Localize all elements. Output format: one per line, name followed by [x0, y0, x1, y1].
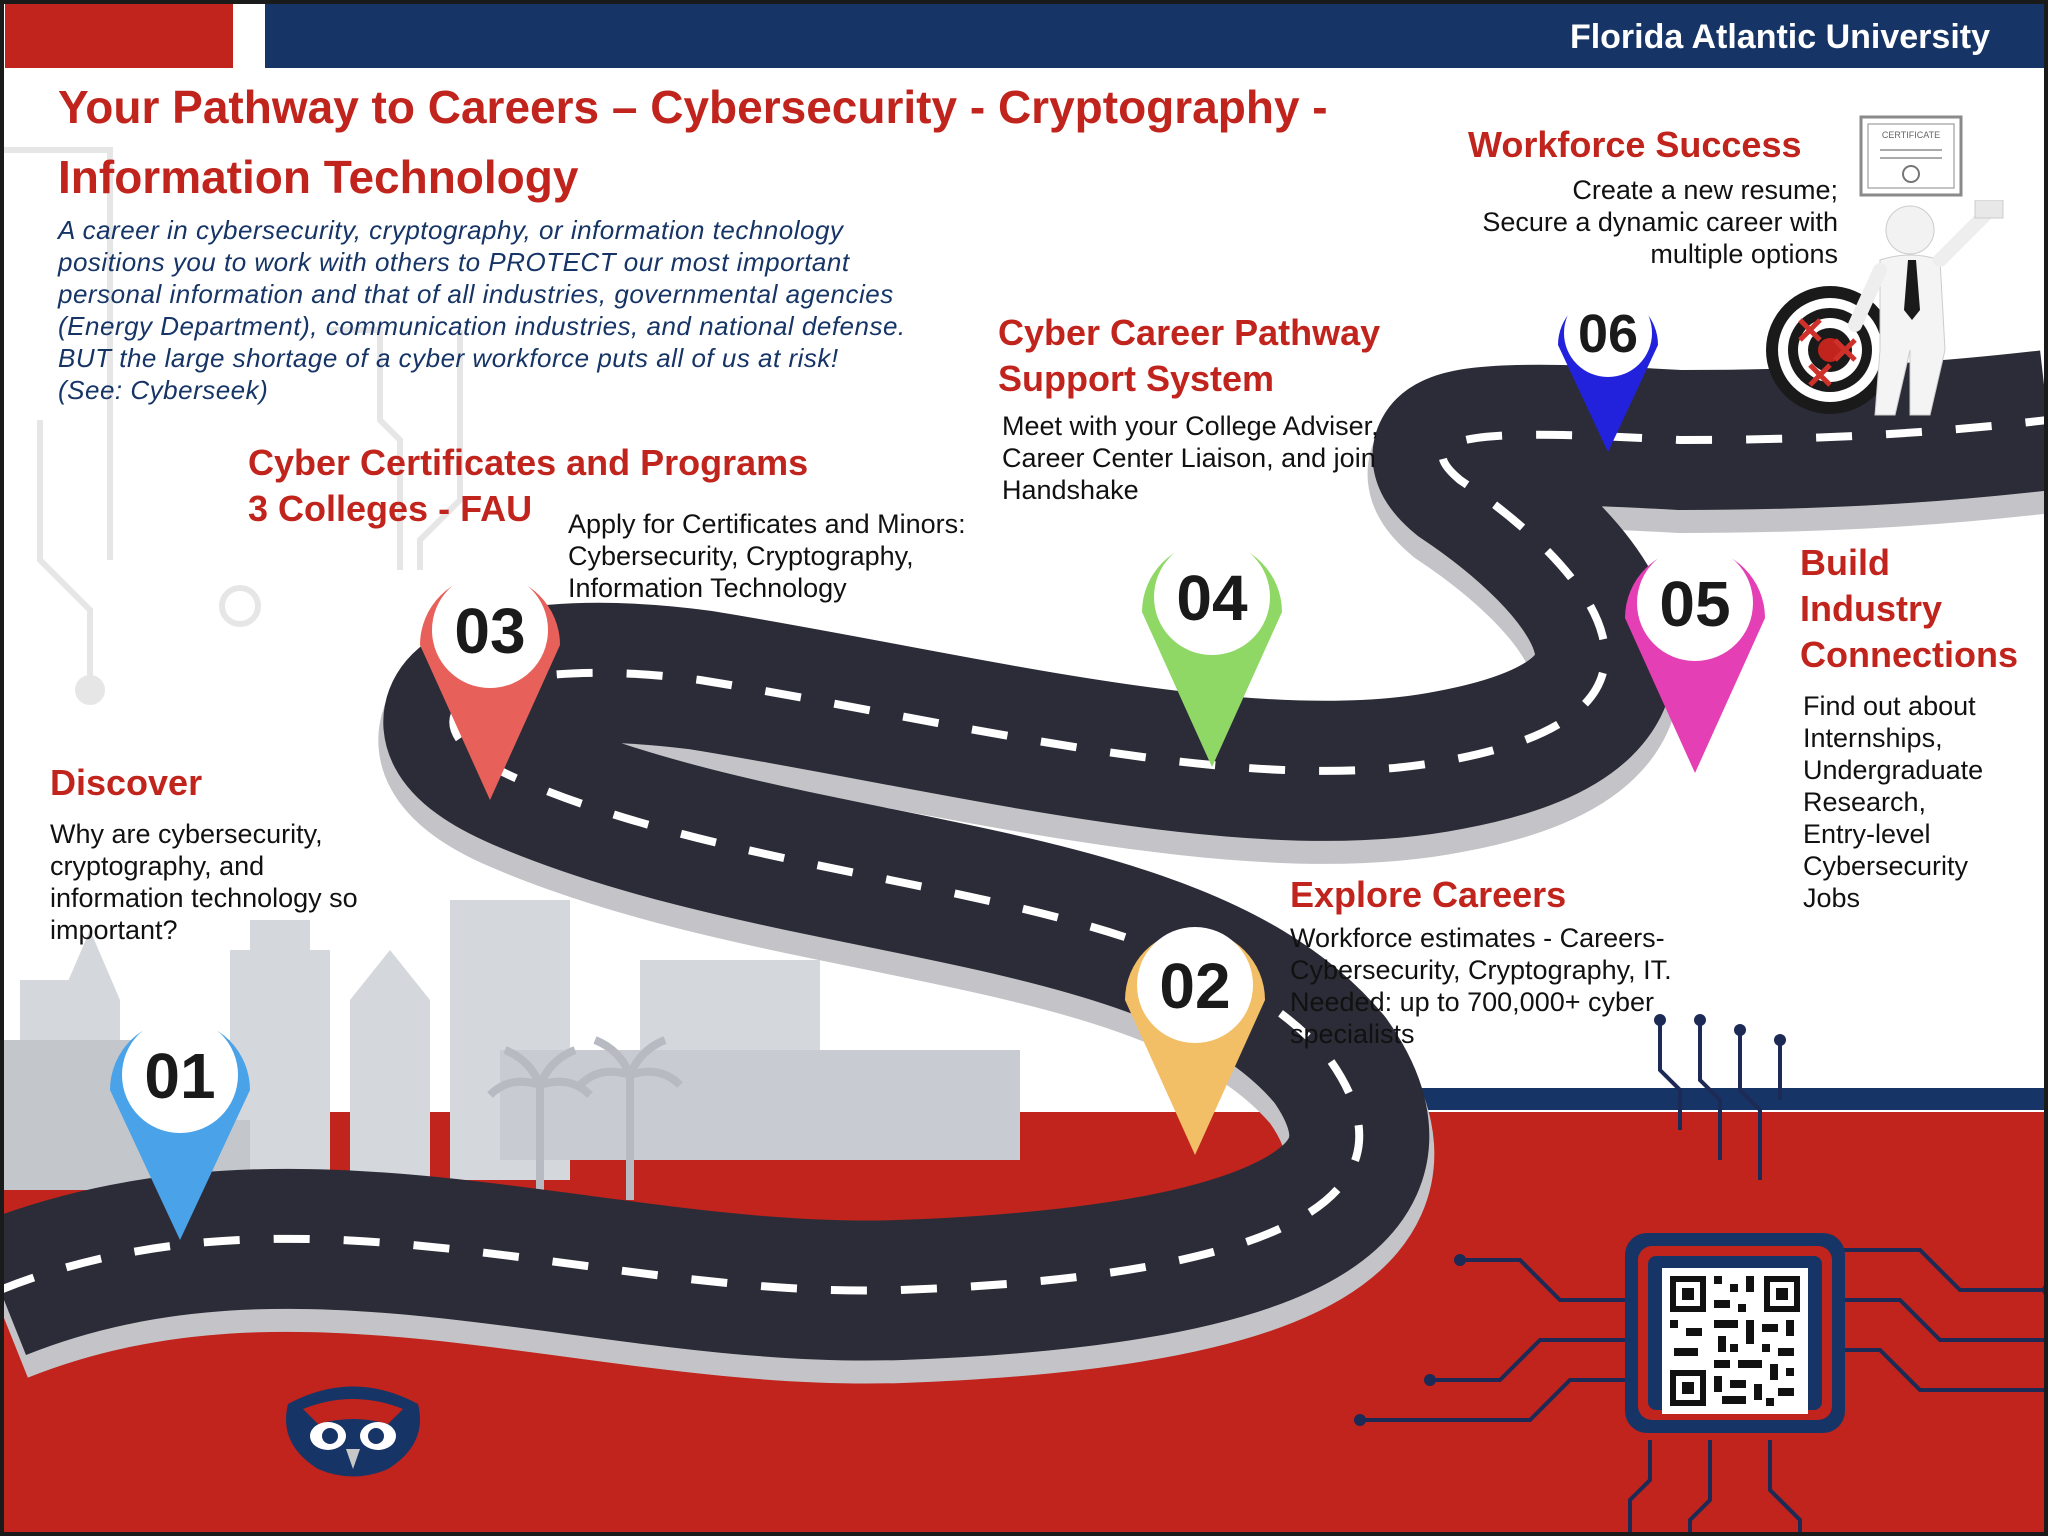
step-04-text: Meet with your College Adviser, Career Center Liaison, and join Handshake [1002, 411, 1379, 505]
step-01-heading: Discover [50, 762, 203, 803]
step-06-heading: Workforce Success [1468, 124, 1802, 165]
pin-number: 04 [1176, 562, 1248, 634]
pin-number: 06 [1577, 304, 1639, 364]
owl-logo-icon [278, 1374, 428, 1484]
step-06-text: Create a new resume; Secure a dynamic career with multiple options [1482, 175, 1838, 269]
intro-text: A career in cybersecurity, cryptography, or information technology positions you to work with others to PROTECT our most important personal information and that of all industries, governmental agencies (Energy Department), communication industries, and national defense. BUT the large shortage of a cyber workforce puts all of us at risk! (See: Cyberseek) [58, 215, 906, 405]
certificate-icon [1858, 114, 1964, 198]
step-05-heading: Build Industry Connections [1800, 542, 2019, 675]
target-icon [1760, 200, 2010, 430]
certificate-label: CERTIFICATE [1881, 130, 1941, 140]
pin-06 [1558, 289, 1658, 452]
pin-number: 02 [1159, 950, 1231, 1022]
pin-number: 01 [144, 1040, 216, 1112]
step-05-text: Find out about Internships, Undergraduate Research, Entry-level Cybersecurity Jobs [1803, 691, 1984, 913]
step-03-text: Apply for Certificates and Minors: Cybersecurity, Cryptography, Information Technology [568, 509, 966, 603]
pin-02 [1125, 927, 1265, 1155]
step-02-text: Workforce estimates - Careers-Cybersecurity, Cryptography, IT. Needed: up to 700,000+ cyber specialists [1290, 923, 1672, 1049]
step-03-heading: Cyber Certificates and Programs 3 Colleges - FAU [248, 442, 809, 529]
pin-01 [110, 1017, 250, 1240]
page-title: Your Pathway to Careers – Cybersecurity - Cryptography - Information Technology [58, 81, 1328, 203]
pin-number: 03 [454, 595, 526, 667]
pin-05 [1625, 545, 1765, 773]
qr-code-icon[interactable] [1662, 1268, 1808, 1414]
pin-03 [420, 572, 560, 800]
pin-04 [1142, 539, 1282, 767]
pin-number: 05 [1659, 568, 1731, 640]
university-name: Florida Atlantic University [1569, 18, 1990, 56]
step-01-text: Why are cybersecurity, cryptography, and information technology so important? [50, 819, 358, 945]
step-02-heading: Explore Careers [1290, 874, 1567, 915]
step-04-heading: Cyber Career Pathway Support System [998, 312, 1381, 399]
